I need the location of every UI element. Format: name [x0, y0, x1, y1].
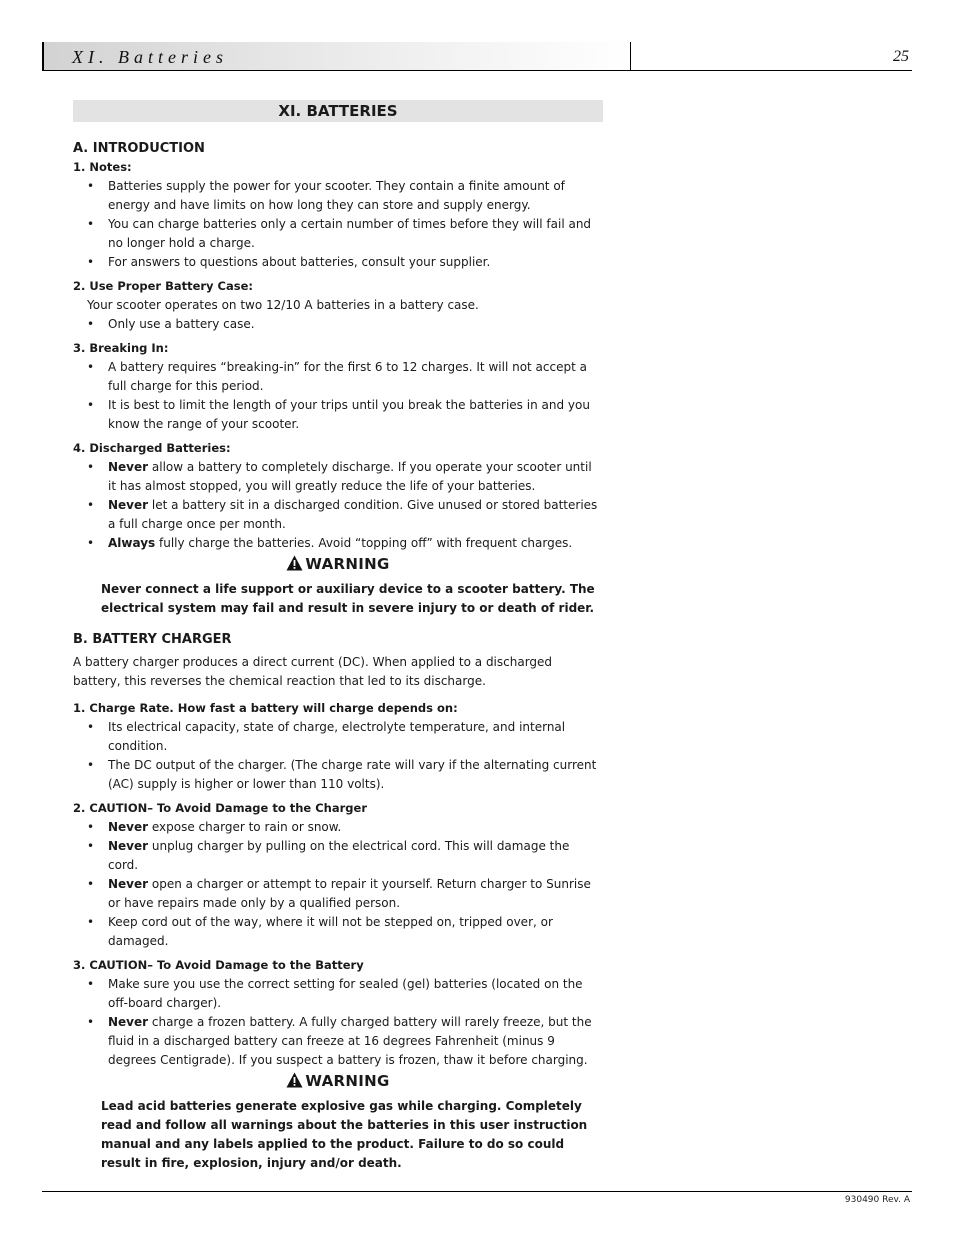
proper-case-text: Your scooter operates on two 12/10 A batteries in a battery case. — [87, 298, 479, 312]
charge-rate-list — [73, 718, 603, 794]
list-item: • You can charge batteries only a certain number of times before they will fail and no longer hold a charge. — [87, 217, 592, 250]
running-header-title: XI. Batteries — [72, 47, 228, 67]
document-number: 930490 Rev. A — [844, 1195, 910, 1205]
list-item: • Batteries supply the power for your scooter. They contain a finite amount of energy and have limits on how long they can store and supply energy. — [87, 179, 565, 212]
caution-battery-heading: 3. CAUTION– To Avoid Damage to the Battery — [73, 958, 364, 972]
bullet-icon: • — [87, 877, 95, 891]
page-content — [73, 100, 603, 1173]
bullet-icon: • — [87, 536, 95, 550]
list-item: • For answers to questions about batteries, consult your supplier. — [73, 253, 603, 272]
bullet-icon: • — [87, 255, 95, 269]
breaking-in-heading: 3. Breaking In: — [73, 341, 169, 355]
header-divider — [630, 42, 631, 71]
bullet-icon: • — [87, 720, 95, 734]
list-item: • Only use a battery case. — [73, 315, 603, 334]
bullet-icon: • — [87, 217, 95, 231]
warning-triangle-icon — [286, 555, 303, 577]
bullet-icon: • — [87, 839, 95, 853]
list-item: • Always fully charge the batteries. Avoid “topping off” with frequent charges. — [73, 534, 603, 553]
list-item: • Never let a battery sit in a discharged condition. Give unused or stored batteries a full charge once per month. — [87, 498, 598, 531]
bullet-icon: • — [87, 915, 95, 929]
bullet-icon: • — [87, 820, 95, 834]
notes-list — [73, 177, 603, 272]
warning-text: Lead acid batteries generate explosive gas while charging. Completely read and follow all warnings about the batteries in this user instruction manual and any labels applied to the product. Failure to do so could result in fire, explosion, injury and/or death. — [101, 1099, 588, 1170]
bullet-icon: • — [87, 398, 95, 412]
list-item: • Never charge a frozen battery. A fully charged battery will rarely freeze, but the fluid in a discharged battery can freeze at 16 degrees Fahrenheit (minus 9 degrees Centigrade). If you suspect a battery is frozen, thaw it before charging. — [87, 1015, 592, 1067]
bullet-icon: • — [87, 360, 95, 374]
proper-case-heading: 2. Use Proper Battery Case: — [73, 279, 254, 293]
bullet-icon: • — [87, 460, 95, 474]
warning-title: WARNING — [73, 553, 603, 577]
list-item: • Make sure you use the correct setting for sealed (gel) batteries (located on the off-board charger). — [87, 977, 583, 1010]
bullet-icon: • — [87, 1015, 95, 1029]
bullet-icon: • — [87, 317, 95, 331]
bullet-icon: • — [87, 758, 95, 772]
page-number: 25 — [893, 48, 909, 65]
warning-title: WARNING — [73, 1070, 603, 1094]
list-item: • Never unplug charger by pulling on the electrical cord. This will damage the cord. — [87, 839, 570, 872]
proper-case-list — [73, 315, 603, 334]
list-item: • Never allow a battery to completely discharge. If you operate your scooter until it has almost stopped, you will greatly reduce the life of your batteries. — [87, 460, 592, 493]
discharged-heading: 4. Discharged Batteries: — [73, 441, 231, 455]
discharged-list — [73, 458, 603, 553]
bullet-icon: • — [87, 977, 95, 991]
charger-heading: B. BATTERY CHARGER — [73, 632, 232, 647]
charger-text: A battery charger produces a direct current (DC). When applied to a discharged battery, this reverses the chemical reaction that led to its discharge. — [73, 655, 553, 688]
list-item: • A battery requires “breaking-in” for the first 6 to 12 charges. It will not accept a full charge for this period. — [87, 360, 587, 393]
warning-text: Never connect a life support or auxiliary device to a scooter battery. The electrical system may fail and result in severe injury to or death of rider. — [101, 582, 595, 615]
header-rule — [42, 70, 912, 71]
header-left-rule — [42, 42, 44, 71]
list-item: • The DC output of the charger. (The charge rate will vary if the alternating current (AC) supply is higher or lower than 110 volts). — [87, 758, 597, 791]
list-item: • It is best to limit the length of your trips until you break the batteries in and you know the range of your scooter. — [87, 398, 590, 431]
caution-charger-list — [73, 818, 603, 951]
bullet-icon: • — [87, 179, 95, 193]
list-item: • Never expose charger to rain or snow. — [73, 818, 603, 837]
list-item: • Keep cord out of the way, where it will not be stepped on, tripped over, or damaged. — [87, 915, 553, 948]
warning-triangle-icon — [286, 1072, 303, 1094]
charge-rate-heading: 1. Charge Rate. How fast a battery will charge depends on: — [73, 701, 458, 715]
footer-rule — [42, 1191, 912, 1192]
caution-charger-heading: 2. CAUTION– To Avoid Damage to the Charger — [73, 801, 367, 815]
notes-heading: 1. Notes: — [73, 160, 132, 174]
section-title: XI. BATTERIES — [73, 100, 603, 122]
intro-heading: A. INTRODUCTION — [73, 141, 205, 156]
caution-battery-list — [73, 975, 603, 1070]
breaking-in-list — [73, 358, 603, 434]
bullet-icon: • — [87, 498, 95, 512]
list-item: • Never open a charger or attempt to repair it yourself. Return charger to Sunrise or have repairs made only by a qualified person. — [87, 877, 591, 910]
list-item: • Its electrical capacity, state of charge, electrolyte temperature, and internal condition. — [87, 720, 566, 753]
